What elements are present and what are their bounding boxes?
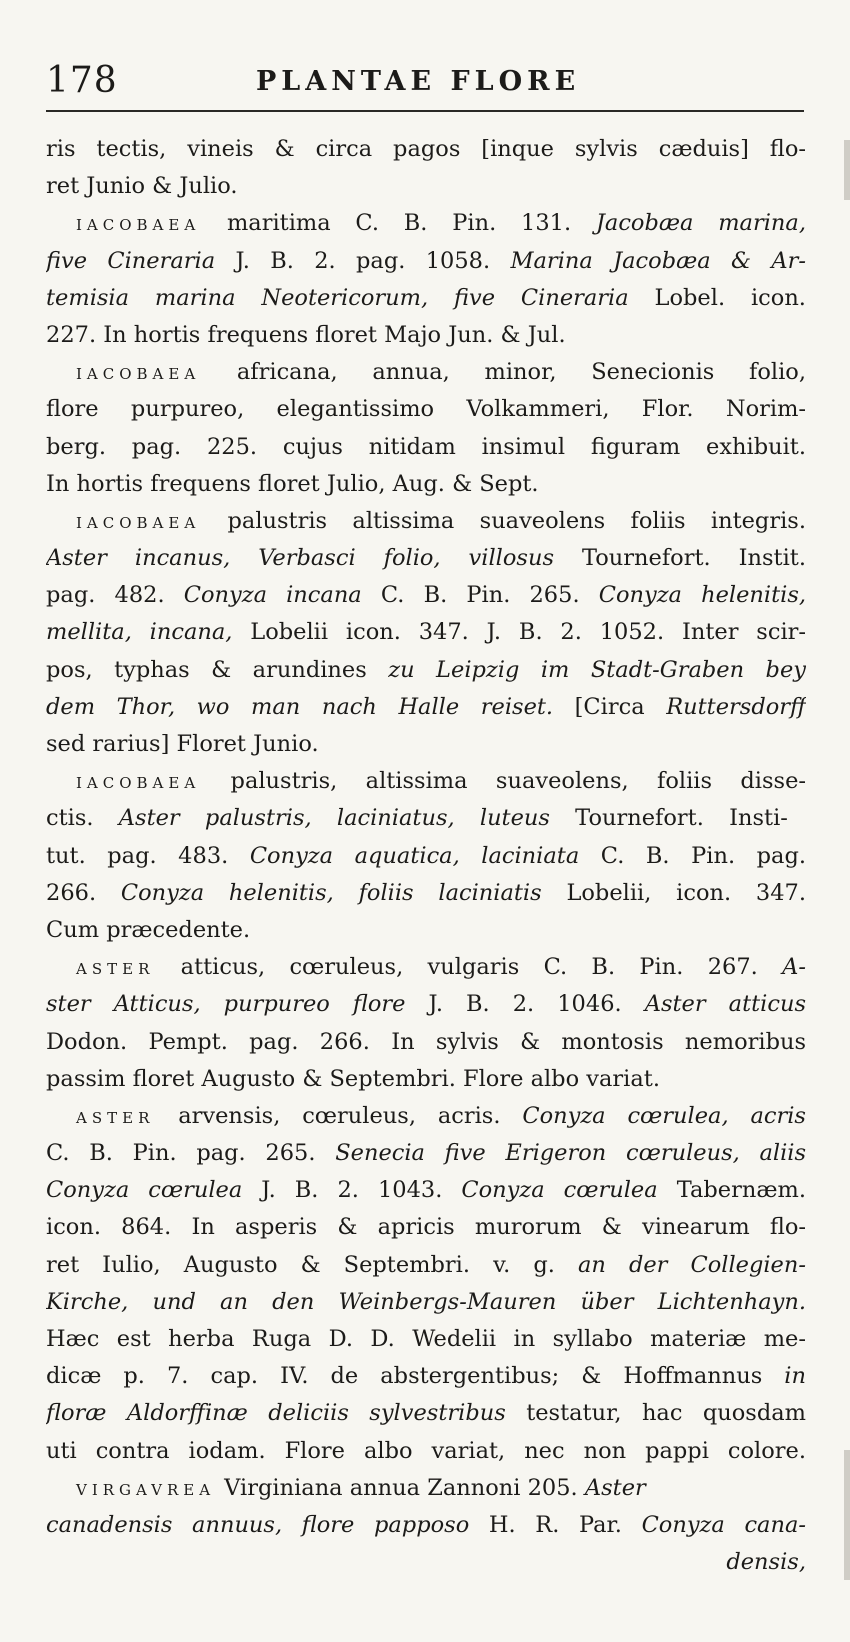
- book-page: [46, 56, 806, 1576]
- text-segment: africana, annua, minor, Senecionis folio,: [202, 359, 806, 386]
- text-segment: Virginiana annua Zannoni 205.: [217, 1474, 585, 1501]
- text-segment: testatur, hac quosdam: [505, 1400, 806, 1427]
- text-line: [46, 1433, 806, 1470]
- body-text: [46, 131, 806, 1581]
- text-line: [46, 168, 806, 205]
- text-line: [46, 540, 806, 577]
- italic-segment: densis,: [726, 1549, 806, 1576]
- italic-segment: ster Atticus, purpureo flore: [46, 991, 406, 1018]
- text-segment: palustris altissima suaveolens foliis integris.: [202, 507, 806, 534]
- text-segment: icon. 864. In asperis & apricis murorum & vinearum flo-: [46, 1214, 806, 1241]
- text-line: [46, 614, 806, 651]
- text-line: [46, 912, 806, 949]
- text-line: [46, 1395, 806, 1432]
- text-line: [46, 949, 806, 986]
- text-segment: J. B. 2. 1043.: [242, 1177, 462, 1204]
- text-line: [46, 838, 806, 875]
- text-line: [46, 317, 806, 354]
- text-line: [46, 1321, 806, 1358]
- text-line: [46, 391, 806, 428]
- italic-segment: Conyza cana-: [641, 1511, 806, 1538]
- text-segment: berg. pag. 225. cujus nitidam insimul figuram exhibuit.: [46, 433, 806, 460]
- text-segment: J. B. 2. pag. 1058.: [215, 247, 511, 274]
- text-segment: maritima C. B. Pin. 131.: [202, 210, 596, 237]
- header-rule: [46, 110, 804, 112]
- text-segment: uti contra iodam. Flore albo variat, nec non pappi colore.: [46, 1437, 806, 1464]
- text-line: [46, 875, 806, 912]
- italic-segment: Conyza incana: [183, 582, 362, 609]
- italic-segment: Kirche, und an den Weinbergs-Mauren über Lichtenhayn.: [46, 1288, 806, 1315]
- text-segment: Hæc est herba Ruga D. D. Wedelii in syllabo materiæ me-: [46, 1326, 806, 1352]
- margin-shadow: [844, 1450, 850, 1580]
- page-header: [46, 56, 806, 108]
- text-segment: ret Iulio, Augusto & Septembri. v. g.: [46, 1251, 578, 1278]
- italic-segment: Aster atticus: [644, 991, 806, 1018]
- text-line: [46, 1247, 806, 1284]
- text-segment: palustris, altissima suaveolens, foliis disse-: [202, 768, 806, 795]
- text-segment: pag. 482.: [46, 582, 184, 609]
- italic-segment: Marina Jacobæa & Ar-: [510, 247, 806, 274]
- italic-segment: Ruttersdorff: [666, 693, 806, 720]
- text-segment: 227. In hortis frequens floret Majo Jun. & Jul.: [46, 321, 566, 348]
- italic-segment: in: [784, 1363, 806, 1390]
- italic-segment: Conyza aquatica, laciniata: [249, 842, 580, 869]
- text-segment: atticus, cœruleus, vulgaris C. B. Pin. 267.: [156, 954, 783, 981]
- text-segment: dicæ p. 7. cap. IV. de abstergentibus; & Hoffmannus: [46, 1363, 785, 1390]
- text-line: [46, 1098, 806, 1135]
- text-line: [46, 1358, 806, 1395]
- text-segment: Lobelii, icon. 347.: [541, 879, 806, 906]
- italic-segment: canadensis annuus, flore papposo: [46, 1511, 470, 1538]
- text-line: [46, 577, 806, 614]
- italic-segment: Conyza cœrulea: [46, 1177, 243, 1204]
- text-line: [46, 429, 806, 466]
- text-segment: flore purpureo, elegantissimo Volkammeri, Flor. Norim-: [46, 396, 806, 423]
- text-segment: C. B. Pin. pag.: [579, 842, 806, 869]
- text-segment: tut. pag. 483.: [46, 842, 250, 869]
- text-line: [46, 1470, 806, 1507]
- text-line: [46, 354, 806, 391]
- text-segment: Tabernæm.: [657, 1177, 806, 1204]
- italic-segment: Conyza helenitis, foliis laciniatis: [120, 879, 542, 906]
- text-line: [46, 131, 806, 168]
- text-line: [46, 280, 806, 317]
- text-line: [46, 986, 806, 1023]
- text-segment: H. R. Par.: [469, 1511, 642, 1538]
- text-segment: [Circa: [553, 693, 667, 720]
- text-segment: Tournefort. Insti-: [549, 805, 788, 832]
- text-line: [46, 1544, 806, 1581]
- genus-name: IACOBAEA: [76, 216, 201, 235]
- italic-segment: Conyza cœrulea: [461, 1177, 658, 1204]
- text-line: [46, 1284, 806, 1321]
- genus-name: ASTER: [76, 1108, 155, 1127]
- running-title: PLANTAE FLORE: [256, 66, 581, 97]
- italic-segment: Senecia five Erigeron cœruleus, aliis: [335, 1140, 806, 1167]
- text-line: [46, 800, 806, 837]
- italic-segment: an der Collegien-: [577, 1251, 806, 1278]
- text-line: [46, 205, 806, 242]
- italic-segment: zu Leipzig im Stadt-Graben bey: [388, 656, 806, 683]
- italic-segment: Conyza helenitis,: [598, 582, 806, 609]
- italic-segment: five Cineraria: [46, 247, 216, 274]
- genus-name: VIRGAVREA: [76, 1480, 216, 1499]
- italic-segment: A-: [782, 954, 806, 981]
- genus-name: ASTER: [76, 960, 155, 979]
- text-line: [46, 689, 806, 726]
- text-line: [46, 503, 806, 540]
- italic-segment: floræ Aldorffinæ deliciis sylvestribus: [46, 1400, 506, 1427]
- text-segment: sed rarius] Floret Junio.: [46, 731, 319, 757]
- genus-name: IACOBAEA: [76, 513, 201, 532]
- text-line: [46, 1209, 806, 1246]
- text-segment: In hortis frequens floret Julio, Aug. & Sept.: [46, 470, 539, 497]
- text-segment: Tournefort. Instit.: [554, 545, 806, 572]
- text-line: [46, 726, 806, 763]
- text-segment: Lobelii icon. 347. J. B. 2. 1052. Inter scir-: [232, 619, 806, 646]
- text-segment: 266.: [46, 879, 121, 906]
- italic-segment: mellita, incana,: [46, 619, 233, 646]
- italic-segment: Conyza cœrulea, acris: [522, 1102, 806, 1129]
- italic-segment: Aster: [584, 1474, 646, 1501]
- italic-segment: Aster incanus, Verbasci folio, villosus: [46, 545, 554, 572]
- italic-segment: temisia marina Neotericorum, five Cineraria: [46, 284, 629, 311]
- text-line: [46, 1135, 806, 1172]
- text-segment: Lobel. icon.: [628, 284, 806, 311]
- text-segment: ret Junio & Julio.: [46, 173, 238, 200]
- italic-segment: Aster palustris, laciniatus, luteus: [118, 805, 550, 832]
- text-segment: arvensis, cœruleus, acris.: [156, 1102, 523, 1129]
- italic-segment: dem Thor, wo man nach Halle reiset.: [46, 693, 554, 720]
- text-line: [46, 243, 806, 280]
- genus-name: IACOBAEA: [76, 774, 201, 793]
- page-number: 178: [46, 60, 118, 101]
- text-line: [46, 1507, 806, 1544]
- margin-shadow: [844, 140, 850, 200]
- text-segment: Cum præcedente.: [46, 916, 251, 943]
- text-segment: Dodon. Pempt. pag. 266. In sylvis & montosis nemoribus: [46, 1028, 806, 1055]
- text-line: [46, 652, 806, 689]
- text-line: [46, 1061, 806, 1098]
- text-segment: ris tectis, vineis & circa pagos [inque sylvis cæduis] flo-: [46, 136, 806, 162]
- text-segment: C. B. Pin. 265.: [361, 582, 599, 609]
- italic-segment: Jacobæa marina,: [595, 210, 806, 237]
- text-line: [46, 1024, 806, 1061]
- genus-name: IACOBAEA: [76, 365, 201, 384]
- text-segment: ctis.: [46, 805, 119, 832]
- text-segment: passim floret Augusto & Septembri. Flore albo variat.: [46, 1065, 660, 1092]
- text-line: [46, 466, 806, 503]
- text-segment: C. B. Pin. pag. 265.: [46, 1140, 336, 1167]
- text-line: [46, 763, 806, 800]
- text-segment: pos, typhas & arundines: [46, 656, 389, 683]
- text-line: [46, 1172, 806, 1209]
- text-segment: J. B. 2. 1046.: [405, 991, 645, 1018]
